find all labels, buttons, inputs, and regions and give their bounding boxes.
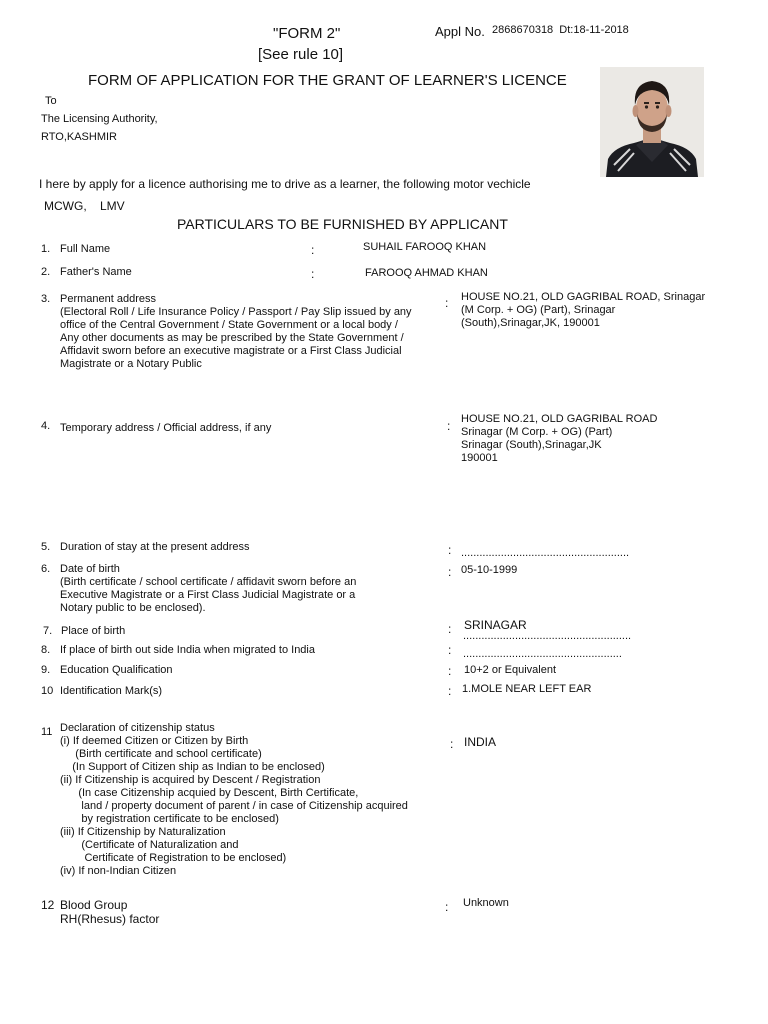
place-of-birth-label: Place of birth: [61, 625, 126, 637]
rule-reference: [See rule 10]: [258, 46, 344, 63]
separator-colon: :: [448, 565, 452, 579]
permanent-address-value: (South),Srinagar,JK, 190001: [461, 317, 600, 329]
item-number: 3.: [41, 293, 51, 305]
citizenship-note: (Certificate of Naturalization and: [60, 839, 239, 851]
temporary-address-value: Srinagar (South),Srinagar,JK: [461, 439, 602, 451]
temporary-address-label: Temporary address / Official address, if any: [60, 422, 272, 434]
citizenship-note: Certificate of Registration to be enclosed): [60, 852, 287, 864]
separator-colon: :: [448, 684, 452, 698]
citizenship-note: (iii) If Citizenship by Naturalization: [60, 826, 226, 838]
item-number: 10: [41, 685, 54, 697]
permanent-address-value: (M Corp. + OG) (Part), Srinagar: [461, 304, 616, 316]
rhesus-factor-label: RH(Rhesus) factor: [60, 912, 160, 926]
date-of-birth-note: (Birth certificate / school certificate / affidavit sworn before an: [60, 576, 357, 588]
full-name-value: SUHAIL FAROOQ KHAN: [363, 241, 487, 253]
temporary-address-value: HOUSE NO.21, OLD GAGRIBAL ROAD: [461, 413, 658, 425]
item-number: 6.: [41, 563, 51, 575]
permanent-address-label: Permanent address: [60, 293, 156, 305]
form-number: "FORM 2": [273, 25, 341, 42]
separator-colon: :: [445, 296, 449, 310]
father-name-label: Father's Name: [60, 266, 132, 278]
citizenship-note: (ii) If Citizenship is acquired by Descent / Registration: [60, 774, 321, 786]
citizenship-note: by registration certificate to be enclosed): [60, 813, 279, 825]
citizenship-note: land / property document of parent / in case of Citizenship acquired: [60, 800, 408, 812]
identification-marks-value: 1.MOLE NEAR LEFT EAR: [462, 683, 592, 695]
separator-colon: :: [311, 243, 315, 257]
address-to: To: [45, 95, 57, 107]
date-of-birth-value: 05-10-1999: [461, 564, 518, 576]
temporary-address-value: 190001: [461, 452, 498, 464]
duration-of-stay-label: Duration of stay at the present address: [60, 541, 250, 553]
separator-colon: :: [448, 664, 452, 678]
citizenship-note: (In case Citizenship acquied by Descent, Birth Certificate,: [60, 787, 359, 799]
permanent-address-note: Magistrate or a Notary Public: [60, 358, 202, 370]
permanent-address-value: HOUSE NO.21, OLD GAGRIBAL ROAD, Srinagar: [461, 291, 706, 303]
appl-no-value: 2868670318 Dt:18-11-2018: [492, 24, 629, 36]
migration-date-label: If place of birth out side India when migrated to India: [60, 644, 315, 656]
permanent-address-note: office of the Central Government / State Government or a local body /: [60, 319, 398, 331]
separator-colon: :: [445, 900, 449, 914]
citizenship-note: (i) If deemed Citizen or Citizen by Birth: [60, 735, 249, 747]
identification-marks-label: Identification Mark(s): [60, 685, 163, 697]
duration-of-stay-value: .......................................................: [461, 547, 630, 559]
appl-no-label: Appl No.: [435, 24, 485, 39]
item-number: 5.: [41, 541, 51, 553]
item-number: 4.: [41, 420, 51, 432]
permanent-address-note: Affidavit sworn before an executive magistrate or a First Class Judicial: [60, 345, 402, 357]
permanent-address-note: (Electoral Roll / Life Insurance Policy / Passport / Pay Slip issued by any: [60, 306, 412, 318]
temporary-address-value: Srinagar (M Corp. + OG) (Part): [461, 426, 613, 438]
date-of-birth-note: Executive Magistrate or a First Class Judicial Magistrate or a: [60, 589, 356, 601]
address-line-1: The Licensing Authority,: [41, 113, 158, 125]
item-number: 12: [41, 898, 55, 912]
separator-colon: :: [448, 643, 452, 657]
separator-colon: :: [448, 622, 452, 636]
citizenship-note: (In Support of Citizen ship as Indian to be enclosed): [60, 761, 325, 773]
item-number: 7.: [43, 625, 53, 637]
place-of-birth-value: SRINAGAR: [464, 618, 527, 632]
applicant-photo: [600, 67, 704, 177]
citizenship-note: (iv) If non-Indian Citizen: [60, 865, 177, 877]
item-number: 11: [41, 726, 53, 738]
date-of-birth-label: Date of birth: [60, 563, 120, 575]
item-number: 8.: [41, 644, 51, 656]
father-name-value: FAROOQ AHMAD KHAN: [365, 267, 488, 279]
blood-group-label: Blood Group: [60, 898, 128, 912]
separator-colon: :: [447, 419, 451, 433]
request-text: I here by apply for a licence authorising me to drive as a learner, the following motor vechicle: [39, 177, 531, 191]
citizenship-value: INDIA: [464, 735, 497, 749]
item-number: 1.: [41, 243, 51, 255]
blood-group-value: Unknown: [463, 897, 509, 909]
item-number: 9.: [41, 664, 51, 676]
place-of-birth-dots: .......................................................: [463, 630, 632, 642]
page-title: FORM OF APPLICATION FOR THE GRANT OF LEARNER'S LICENCE: [88, 72, 567, 89]
address-line-2: RTO,KASHMIR: [41, 131, 117, 143]
citizenship-label: Declaration of citizenship status: [60, 722, 215, 734]
full-name-label: Full Name: [60, 243, 111, 255]
date-of-birth-note: Notary public to be enclosed).: [60, 602, 206, 614]
migration-date-value: ....................................................: [463, 648, 622, 660]
section-title: PARTICULARS TO BE FURNISHED BY APPLICANT: [177, 216, 508, 232]
education-label: Education Qualification: [60, 664, 173, 676]
permanent-address-note: Any other documents as may be prescribed by the State Government /: [60, 332, 404, 344]
separator-colon: :: [311, 267, 315, 281]
item-number: 2.: [41, 266, 51, 278]
citizenship-note: (Birth certificate and school certificate): [60, 748, 262, 760]
separator-colon: :: [448, 543, 452, 557]
separator-colon: :: [450, 737, 454, 751]
education-value: 10+2 or Equivalent: [464, 664, 557, 676]
vehicle-classes: MCWG, LMV: [44, 199, 125, 213]
